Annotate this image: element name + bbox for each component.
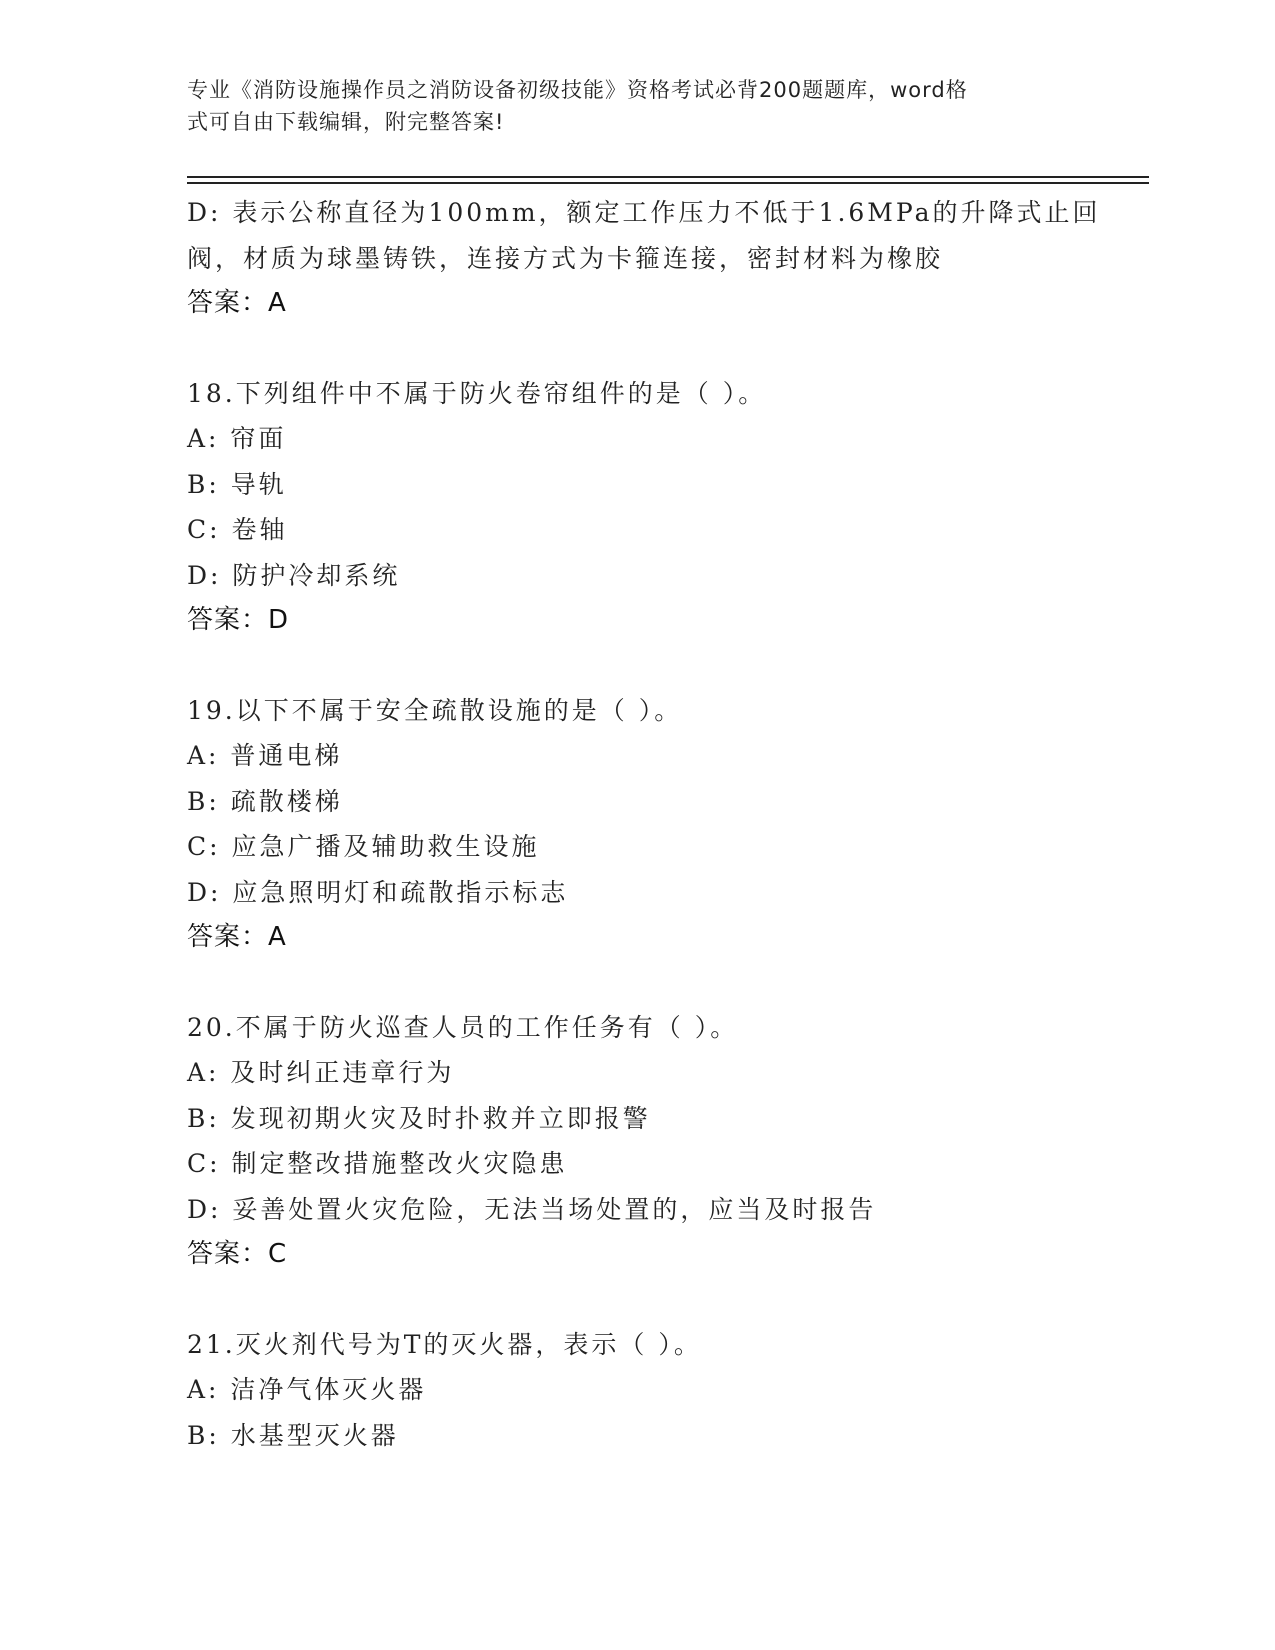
question-20	[187, 1005, 1087, 1278]
header-divider-bottom	[187, 182, 1149, 184]
option-d-continued: 阀，材质为球墨铸铁，连接方式为卡箍连接，密封材料为橡胶	[187, 243, 944, 273]
option-d: D: 妥善处置火灾危险，无法当场处置的，应当及时报告	[187, 1194, 877, 1224]
question-stem: 18.下列组件中不属于防火卷帘组件的是（ ）。	[187, 378, 767, 408]
header-title-line-2: 式可自由下载编辑，附完整答案!	[187, 110, 505, 134]
option-d: D: 应急照明灯和疏散指示标志	[187, 877, 569, 907]
option-a: A: 洁净气体灭火器	[187, 1375, 427, 1404]
question-stem: 20.不属于防火巡查人员的工作任务有（ ）。	[187, 1012, 739, 1042]
option-b: B: 发现初期火灾及时扑救并立即报警	[187, 1103, 651, 1133]
header-divider-top	[187, 176, 1149, 178]
header-title-line-1: 专业《消防设施操作员之消防设备初级技能》资格考试必背200题题库，word格	[187, 78, 968, 102]
question-stem: 21.灭火剂代号为T的灭火器，表示（ ）。	[187, 1329, 702, 1359]
answer: 答案：C	[187, 1239, 288, 1269]
question-list	[187, 190, 1101, 1458]
option-b: B: 导轨	[187, 469, 287, 499]
option-a: A: 普通电梯	[187, 741, 343, 770]
question-stem: 19.以下不属于安全疏散设施的是（ ）。	[187, 695, 683, 725]
option-d: D: 表示公称直径为100mm，额定工作压力不低于1.6MPa的升降式止回	[187, 198, 1101, 227]
answer: 答案：A	[187, 922, 287, 952]
option-c: C: 卷轴	[187, 515, 288, 544]
option-b: B: 水基型灭火器	[187, 1420, 399, 1450]
option-a: A: 及时纠正违章行为	[187, 1058, 455, 1087]
option-c: C: 制定整改措施整改火灾隐患	[187, 1149, 568, 1178]
question-21	[187, 1322, 1087, 1459]
option-c: C: 应急广播及辅助救生设施	[187, 832, 540, 861]
answer: 答案：A	[187, 288, 287, 318]
answer: 答案：D	[187, 605, 290, 635]
option-b: B: 疏散楼梯	[187, 786, 343, 816]
previous-question-fragment	[187, 190, 1101, 327]
option-a: A: 帘面	[187, 424, 287, 453]
question-18	[187, 371, 1087, 644]
option-d: D: 防护冷却系统	[187, 560, 401, 590]
question-19	[187, 688, 1087, 961]
document-header	[187, 74, 1067, 138]
